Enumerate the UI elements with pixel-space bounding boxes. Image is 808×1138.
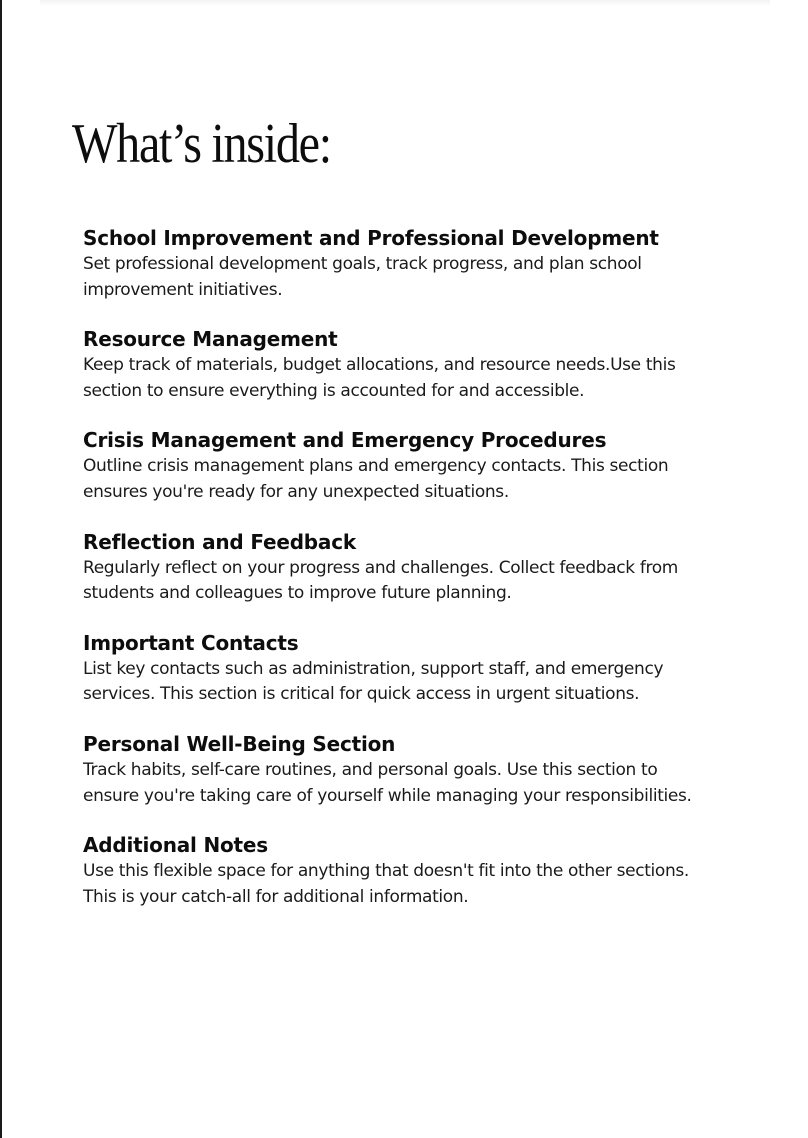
section-heading: Resource Management (83, 327, 338, 352)
section-additional-notes (83, 831, 708, 910)
section-important-contacts (83, 629, 708, 708)
section-crisis-management (83, 426, 708, 505)
section-reflection-feedback (83, 528, 708, 607)
page-top-shadow (40, 0, 770, 6)
section-description: Use this flexible space for anything that doesn't fit into the other sections. This is your catch-all for additional information. (83, 861, 689, 907)
section-heading: Personal Well-Being Section (83, 731, 396, 756)
section-heading: Additional Notes (83, 833, 268, 858)
section-description: Regularly reflect on your progress and challenges. Collect feedback from students and colleagues to improve future planning. (83, 557, 679, 604)
section-description: Keep track of materials, budget allocations, and resource needs.Use this section to ensure everything is accounted for and accessible. (83, 355, 676, 401)
section-resource-management (83, 325, 708, 404)
section-description: List key contacts such as administration, support staff, and emergency services. This section is critical for quick access in urgent situations. (83, 658, 664, 705)
page-left-border (0, 0, 2, 1138)
page-title: What’s inside: (72, 113, 331, 175)
section-school-improvement (83, 224, 708, 303)
section-heading: School Improvement and Professional Development (83, 226, 659, 250)
section-personal-well-being (83, 730, 708, 809)
section-description: Outline crisis management plans and emergency contacts. This section ensures you're ready for any unexpected situations. (83, 456, 669, 502)
section-heading: Reflection and Feedback (83, 529, 356, 554)
section-heading: Crisis Management and Emergency Procedures (83, 428, 607, 453)
section-description: Set professional development goals, track progress, and plan school improvement initiatives. (83, 254, 642, 300)
section-description: Track habits, self-care routines, and personal goals. Use this section to ensure you're taking care of yourself while managing your responsibilities. (83, 759, 692, 806)
section-heading: Important Contacts (83, 630, 299, 655)
contents-list (83, 224, 708, 932)
